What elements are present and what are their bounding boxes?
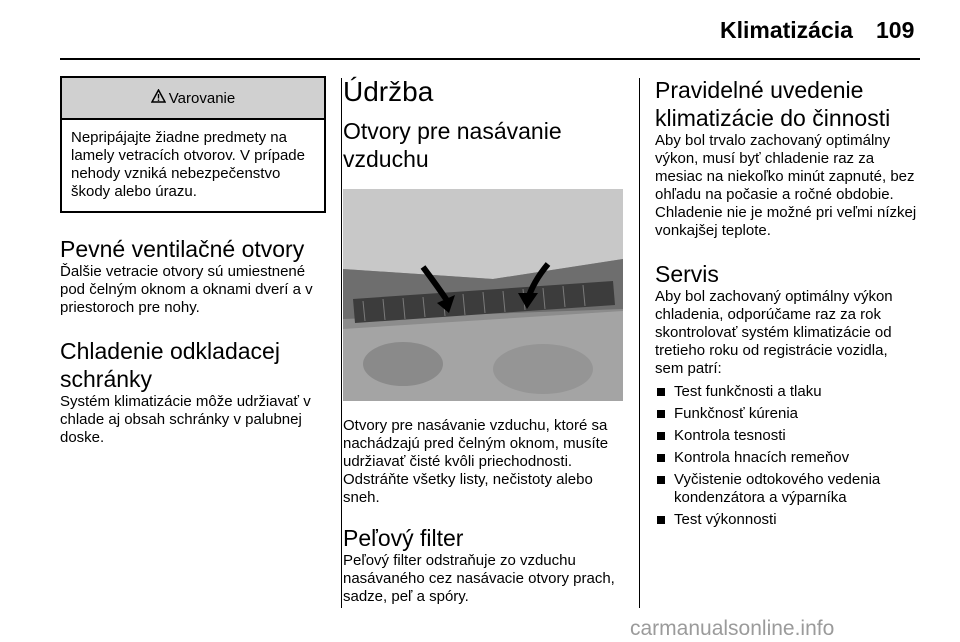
section-heading: Údržba <box>343 76 434 107</box>
section-text: Peľový filter odstraňuje zo vzduchu nasávaného cez nasávacie otvory prach, sadze, peľ a spóry. <box>343 552 615 605</box>
list-item: Test výkonnosti <box>655 511 920 529</box>
section-text: Aby bol zachovaný optimálny výkon chladenia, odporúčame raz za rok skontrolovať systém klimatizácie od tretieho roku od registrácie vozidla, sem patrí: <box>655 288 893 377</box>
list-item: Kontrola hnacích remeňov <box>655 449 920 467</box>
subsection-heading: Peľový filter <box>343 525 464 551</box>
list-item: Kontrola tesnosti <box>655 427 920 445</box>
column-left <box>60 76 326 447</box>
section-text: Otvory pre nasávanie vzduchu, ktoré sa nachádzajú pred čelným oknom, musíte udržiavať čisté kvôli priechodnosti. Odstráňte všetky listy, nečistoty alebo sneh. <box>343 417 609 506</box>
section-heading: Pravidelné uvedenie klimatizácie do činnosti <box>655 77 891 131</box>
service-checklist <box>655 383 920 529</box>
section-text: Systém klimatizácie môže udržiavať v chlade aj obsah schránky v palubnej doske. <box>60 393 311 446</box>
bullet-square-icon <box>657 454 665 462</box>
air-intake-photo <box>343 189 623 401</box>
bullet-square-icon <box>657 432 665 440</box>
section-text: Ďalšie vetracie otvory sú umiestnené pod čelným oknom a oknami dverí a v priestoroch pre nohy. <box>60 263 313 316</box>
list-item: Vyčistenie odtokového vedenia kondenzátora a výparníka <box>655 471 920 507</box>
bullet-square-icon <box>657 516 665 524</box>
column-middle <box>343 76 625 606</box>
section-text: Aby bol trvalo zachovaný optimálny výkon, musí byť chladenie raz za mesiac na niekoľko minút zapnuté, bez ohľadu na počasie a ročné obdobie. Chladenie nie je možné pri veľmi nízkej vonkajšej teplote. <box>655 132 917 239</box>
warning-triangle-icon <box>151 88 166 108</box>
column-divider <box>639 78 640 608</box>
bullet-square-icon <box>657 410 665 418</box>
subsection-heading: Otvory pre nasávanie vzduchu <box>343 118 562 172</box>
warning-header <box>62 78 324 120</box>
warning-box <box>60 76 326 213</box>
section-heading: Pevné ventilačné otvory <box>60 236 305 262</box>
section-heading: Servis <box>655 261 719 287</box>
chapter-title: Klimatizácia <box>720 17 853 43</box>
page-number: 109 <box>876 17 915 43</box>
list-item: Funkčnosť kúrenia <box>655 405 920 423</box>
section-heading: Chladenie odkladacej schránky <box>60 338 280 392</box>
page-header <box>0 0 960 60</box>
bullet-square-icon <box>657 388 665 396</box>
warning-title: Varovanie <box>168 89 236 107</box>
watermark: carmanualsonline.info <box>630 617 835 640</box>
column-divider <box>341 78 342 608</box>
list-item: Test funkčnosti a tlaku <box>655 383 920 401</box>
header-rule <box>60 58 920 60</box>
column-right <box>655 76 920 533</box>
bullet-square-icon <box>657 476 665 484</box>
warning-text: Nepripájajte žiadne predmety na lamely vetracích otvorov. V prípade nehody vzniká nebezpečenstvo škody alebo úrazu. <box>71 129 305 200</box>
